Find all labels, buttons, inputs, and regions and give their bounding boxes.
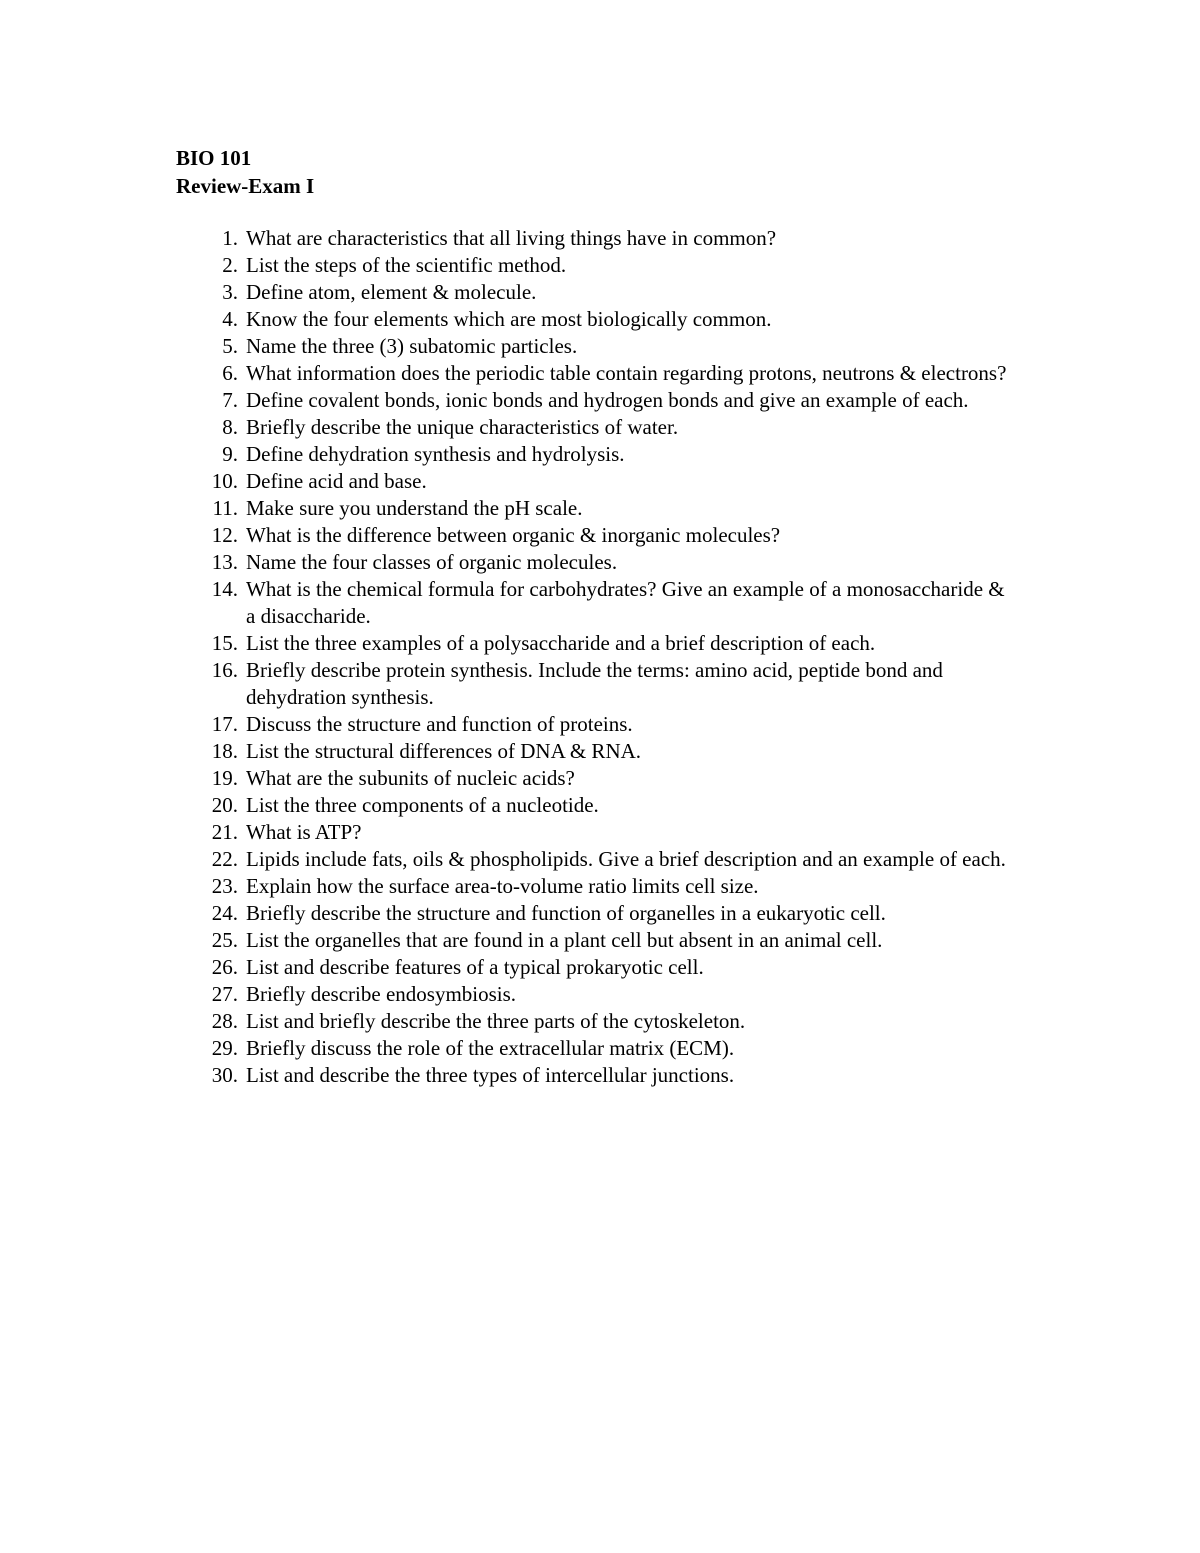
list-item (176, 306, 1026, 333)
item-text: Briefly describe the structure and function of organelles in a eukaryotic cell. (246, 901, 886, 925)
item-number: 9. (222, 442, 238, 466)
item-text: Know the four elements which are most biologically common. (246, 307, 772, 331)
item-number: 20. (211, 793, 238, 817)
item-text: Briefly describe protein synthesis. Include the terms: amino acid, peptide bond and dehydration synthesis. (246, 658, 943, 709)
list-item (176, 495, 1026, 522)
list-item (176, 252, 1026, 279)
list-item (176, 738, 1026, 765)
list-item (176, 630, 1026, 657)
item-text: List the three components of a nucleotide. (246, 793, 599, 817)
item-text: Briefly describe endosymbiosis. (246, 982, 517, 1006)
item-number: 7. (222, 388, 238, 412)
list-item (176, 1062, 1026, 1089)
item-number: 23. (211, 874, 238, 898)
list-item (176, 657, 1026, 711)
document-heading (176, 144, 314, 200)
item-number: 16. (211, 658, 238, 682)
item-number: 2. (222, 253, 238, 277)
item-number: 25. (211, 928, 238, 952)
list-item (176, 333, 1026, 360)
list-item (176, 792, 1026, 819)
item-text: What is the chemical formula for carbohydrates? Give an example of a monosaccharide & a disaccharide. (246, 577, 1005, 628)
item-number: 1. (222, 226, 238, 250)
list-item (176, 360, 1026, 387)
item-number: 4. (222, 307, 238, 331)
item-text: What is the difference between organic & inorganic molecules? (246, 523, 781, 547)
list-item (176, 954, 1026, 981)
item-number: 14. (211, 577, 238, 601)
list-item (176, 981, 1026, 1008)
item-text: What are the subunits of nucleic acids? (246, 766, 575, 790)
item-number: 6. (222, 361, 238, 385)
item-text: Define covalent bonds, ionic bonds and hydrogen bonds and give an example of each. (246, 388, 969, 412)
list-item (176, 1035, 1026, 1062)
item-text: Discuss the structure and function of proteins. (246, 712, 633, 736)
item-text: List the steps of the scientific method. (246, 253, 567, 277)
item-text: What information does the periodic table contain regarding protons, neutrons & electrons? (246, 361, 1007, 385)
item-text: List the three examples of a polysaccharide and a brief description of each. (246, 631, 876, 655)
item-number: 26. (211, 955, 238, 979)
item-number: 27. (211, 982, 238, 1006)
item-text: Name the three (3) subatomic particles. (246, 334, 578, 358)
list-item (176, 1008, 1026, 1035)
list-item (176, 225, 1026, 252)
list-item (176, 414, 1026, 441)
item-text: List and describe features of a typical prokaryotic cell. (246, 955, 704, 979)
list-item (176, 711, 1026, 738)
list-item (176, 522, 1026, 549)
review-question-list (176, 225, 1026, 1089)
item-text: What is ATP? (246, 820, 362, 844)
item-text: Define dehydration synthesis and hydrolysis. (246, 442, 625, 466)
item-number: 10. (211, 469, 238, 493)
item-number: 19. (211, 766, 238, 790)
document-subtitle: Review-Exam I (176, 174, 315, 198)
item-text: Name the four classes of organic molecules. (246, 550, 618, 574)
item-number: 17. (211, 712, 238, 736)
list-item (176, 873, 1026, 900)
list-item (176, 900, 1026, 927)
item-number: 24. (211, 901, 238, 925)
item-text: Lipids include fats, oils & phospholipids. Give a brief description and an example of each. (246, 847, 1006, 871)
list-item (176, 576, 1026, 630)
item-number: 5. (222, 334, 238, 358)
item-text: Make sure you understand the pH scale. (246, 496, 583, 520)
item-number: 8. (222, 415, 238, 439)
item-number: 29. (211, 1036, 238, 1060)
item-number: 12. (211, 523, 238, 547)
list-item (176, 468, 1026, 495)
course-title: BIO 101 (176, 146, 252, 170)
item-text: List and describe the three types of intercellular junctions. (246, 1063, 735, 1087)
item-number: 13. (211, 550, 238, 574)
item-text: Explain how the surface area-to-volume ratio limits cell size. (246, 874, 759, 898)
item-number: 22. (211, 847, 238, 871)
item-text: List the organelles that are found in a plant cell but absent in an animal cell. (246, 928, 883, 952)
item-number: 30. (211, 1063, 238, 1087)
list-item (176, 819, 1026, 846)
list-item (176, 765, 1026, 792)
item-text: Briefly describe the unique characteristics of water. (246, 415, 679, 439)
list-item (176, 441, 1026, 468)
item-text: List the structural differences of DNA & RNA. (246, 739, 642, 763)
item-number: 18. (211, 739, 238, 763)
item-number: 11. (212, 496, 238, 520)
item-text: List and briefly describe the three parts of the cytoskeleton. (246, 1009, 746, 1033)
item-text: Define atom, element & molecule. (246, 280, 537, 304)
item-text: What are characteristics that all living things have in common? (246, 226, 777, 250)
list-item (176, 279, 1026, 306)
item-number: 28. (211, 1009, 238, 1033)
list-item (176, 927, 1026, 954)
list-item (176, 387, 1026, 414)
list-item (176, 549, 1026, 576)
list-item (176, 846, 1026, 873)
item-number: 15. (211, 631, 238, 655)
item-text: Briefly discuss the role of the extracellular matrix (ECM). (246, 1036, 735, 1060)
item-number: 21. (211, 820, 238, 844)
item-text: Define acid and base. (246, 469, 427, 493)
item-number: 3. (222, 280, 238, 304)
